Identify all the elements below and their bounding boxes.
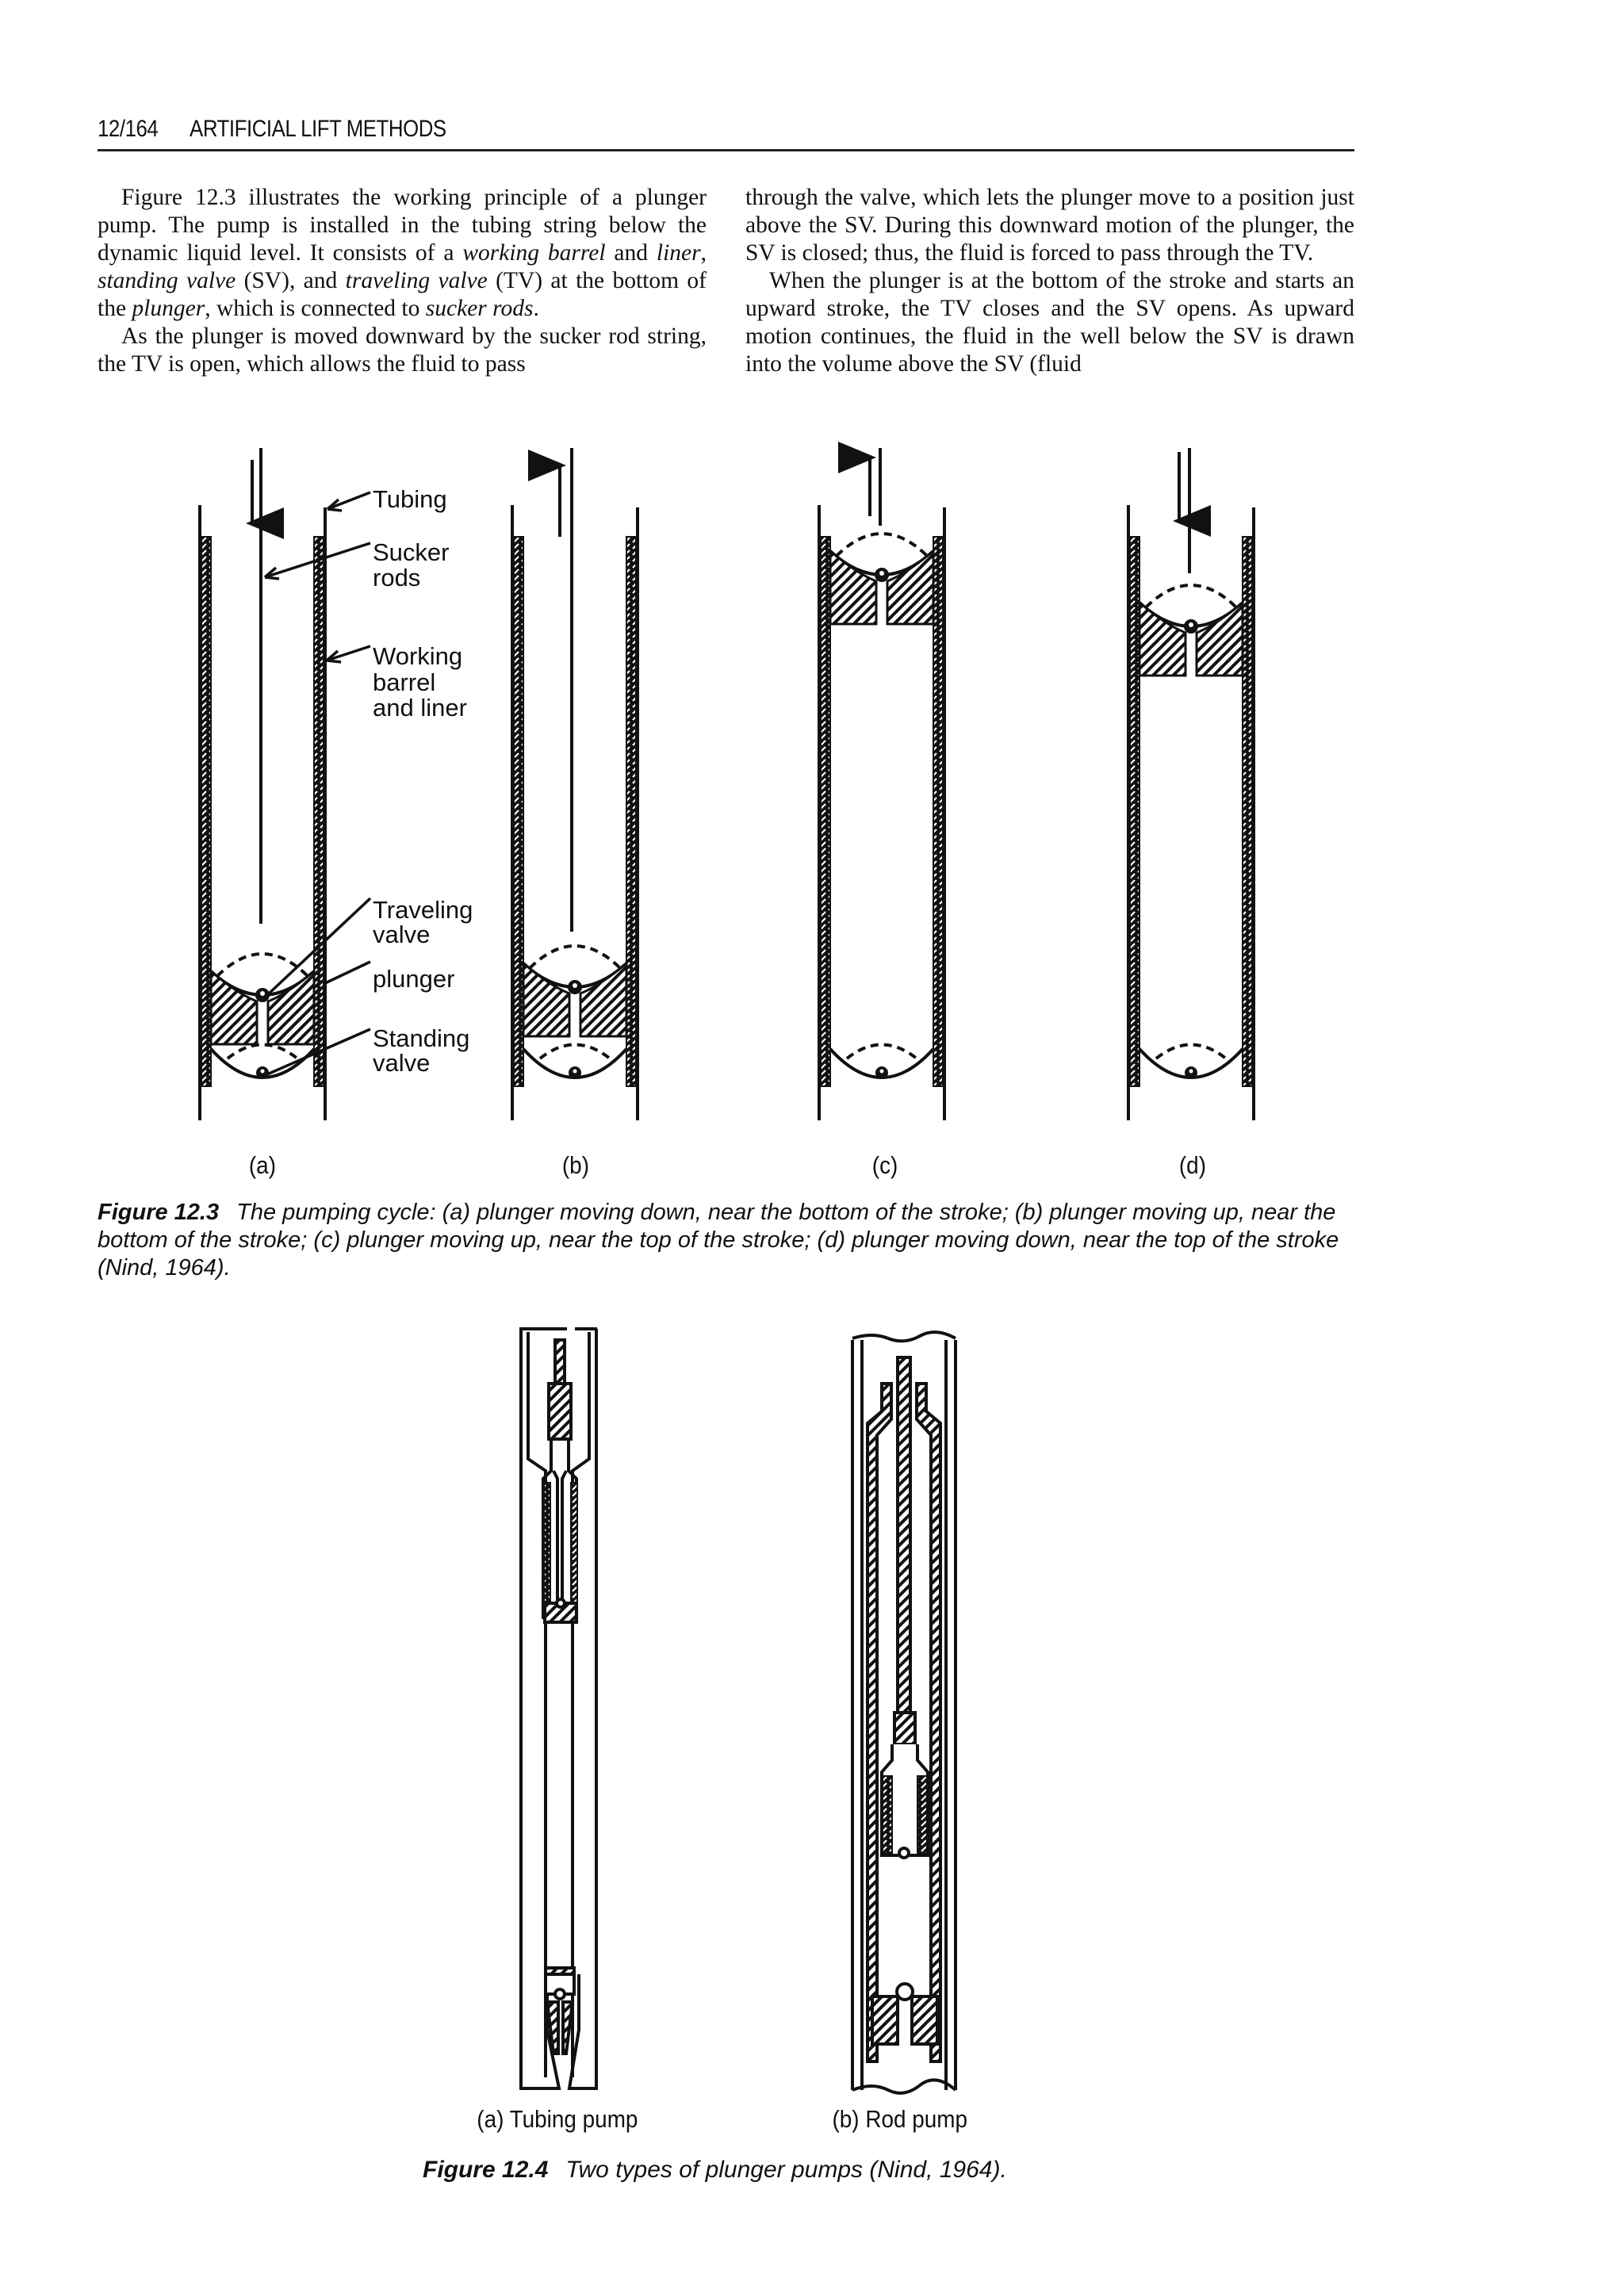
sub-label-rod-pump: (b) Rod pump xyxy=(832,2105,968,2133)
figure-12-3-caption xyxy=(98,1199,1358,1282)
panel-label-c: (c) xyxy=(871,1151,898,1179)
svg-text:valve: valve xyxy=(373,1049,431,1077)
paragraph: As the plunger is moved downward by the sucker rod string, the TV is open, which allows the fluid to pass xyxy=(98,323,707,377)
svg-text:rods: rods xyxy=(373,564,421,591)
label-standing-valve: Standing xyxy=(373,1024,470,1052)
pump-diagram-d xyxy=(1128,448,1254,1120)
label-traveling-valve: Traveling xyxy=(373,896,473,924)
label-working-barrel: Working xyxy=(373,642,463,670)
svg-text:and liner: and liner xyxy=(373,694,467,722)
figure-12-4-caption xyxy=(423,2157,1007,2184)
running-title: ARTIFICIAL LIFT METHODS xyxy=(190,116,446,142)
caption-text: The pumping cycle: (a) plunger moving down, near the bottom of the stroke; (b) plunger moving up, near the bottom of the stroke; (c) plunger moving up, near the top of the stroke; (d) plunger moving down, near the top of the stroke (Nind, 1964). xyxy=(98,1200,1339,1280)
svg-text:barrel: barrel xyxy=(373,668,436,696)
paragraph: When the plunger is at the bottom of the stroke and starts an upward stroke, the TV closes and the SV opens. As upward motion continues, the fluid in the well below the SV is drawn into the volume above the SV (fluid xyxy=(745,268,1354,377)
label-plunger: plunger xyxy=(373,965,455,993)
pump-diagram-a xyxy=(200,448,473,1120)
paragraph: Figure 12.3 illustrates the working principle of a plunger pump. The pump is installed in the tubing string below the dynamic liquid level. It consists of a working barrel and liner, standing valve (SV), and traveling valve (TV) at the bottom of the plunger, which is connected to sucker rods. xyxy=(98,185,707,321)
caption-text: Two types of plunger pumps (Nind, 1964). xyxy=(565,2157,1007,2183)
caption-label: Figure 12.3 xyxy=(98,1200,220,1225)
rod-pump-diagram xyxy=(852,1332,956,2093)
pump-diagram-c xyxy=(819,448,944,1120)
svg-text:valve: valve xyxy=(373,921,431,948)
paragraph: through the valve, which lets the plunger move to a position just above the SV. During this downward motion of the plunger, the SV is closed; thus, the fluid is forced to pass through the TV. xyxy=(745,185,1354,266)
sub-label-tubing-pump: (a) Tubing pump xyxy=(477,2105,638,2133)
pump-diagram-b xyxy=(512,448,638,1120)
caption-label: Figure 12.4 xyxy=(423,2157,549,2183)
panel-label-a: (a) xyxy=(248,1151,276,1179)
panel-label-d: (d) xyxy=(1178,1151,1206,1179)
panel-label-b: (b) xyxy=(561,1151,589,1179)
label-sucker-rods: Sucker xyxy=(373,538,450,566)
page-number: 12/164 xyxy=(98,116,159,142)
tubing-pump-diagram xyxy=(519,1329,597,2088)
label-tubing: Tubing xyxy=(373,485,447,513)
